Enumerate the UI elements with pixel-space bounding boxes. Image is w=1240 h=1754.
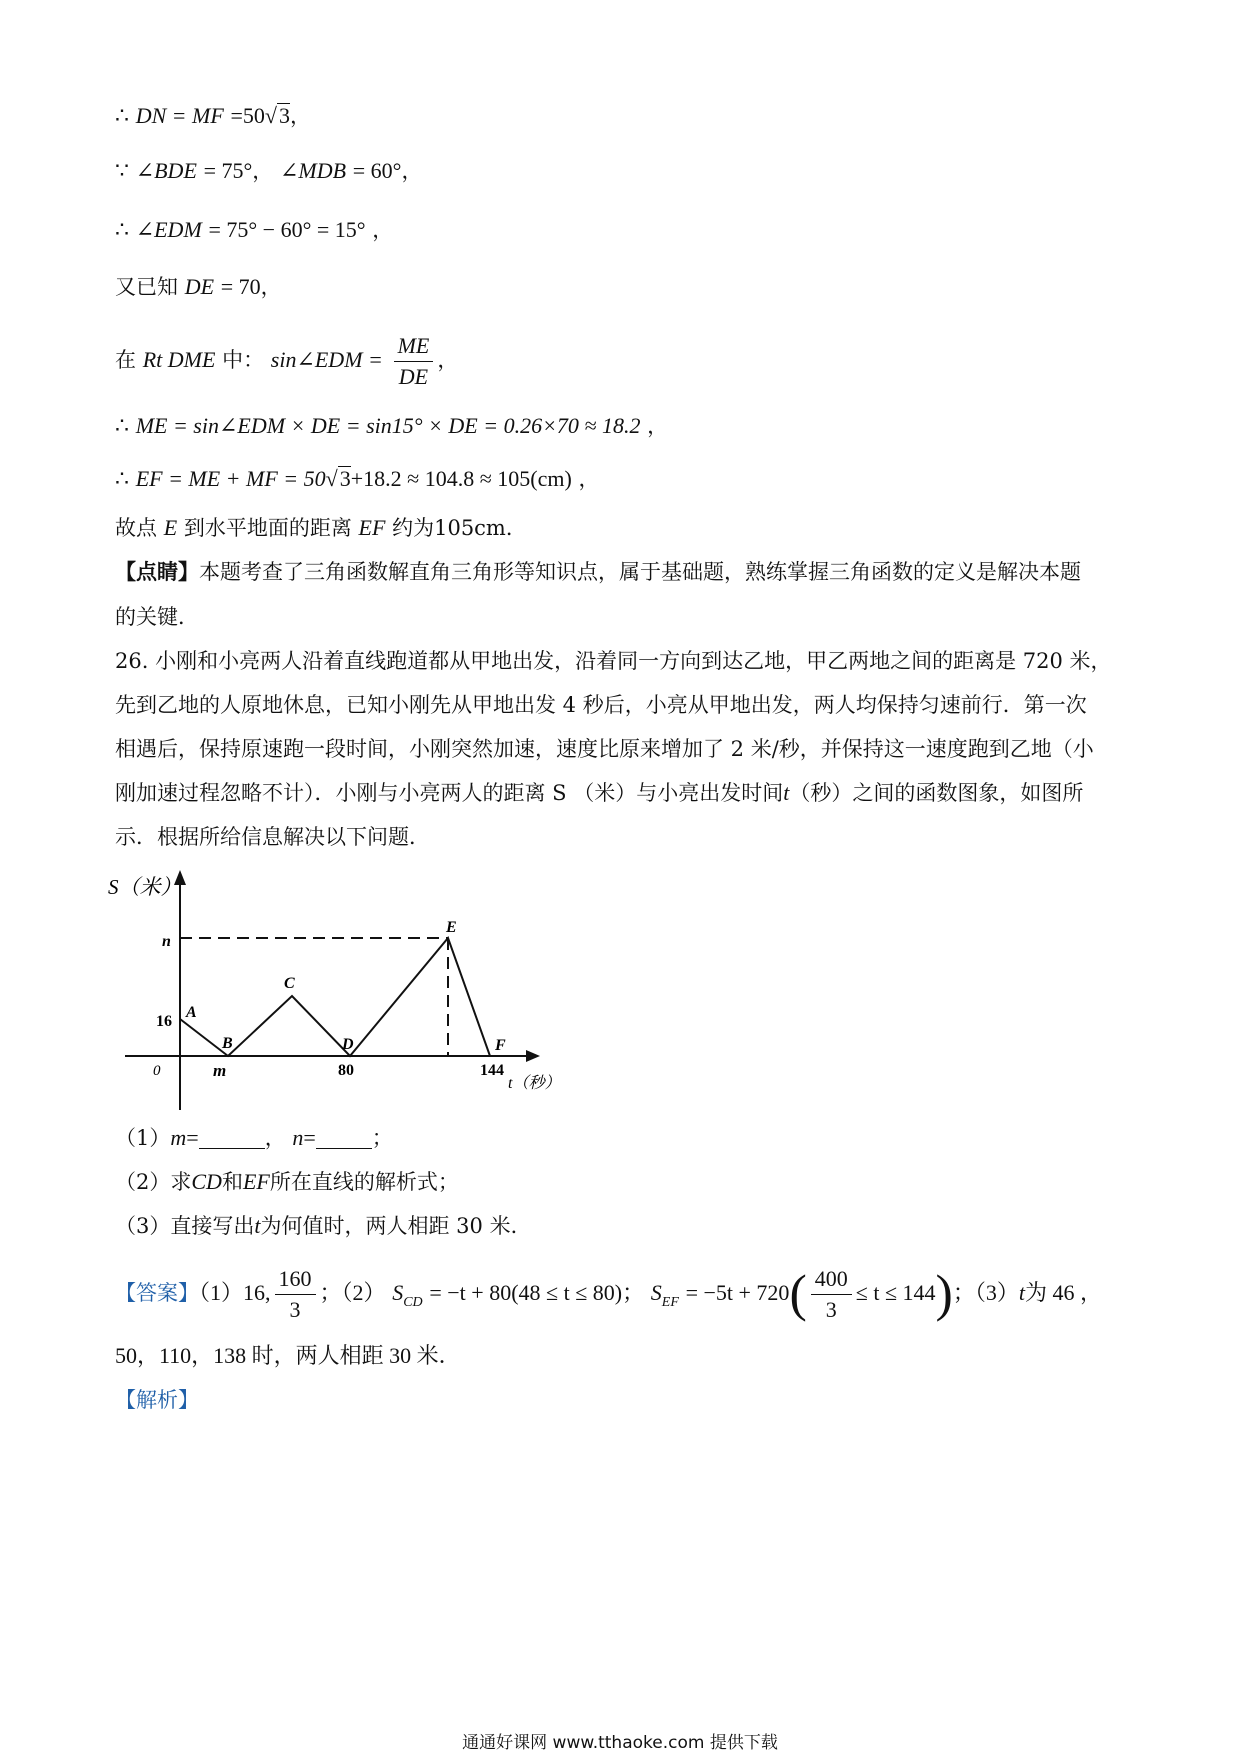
solution-line-2 xyxy=(115,157,422,185)
x-axis-arrow xyxy=(526,1050,540,1062)
equals: = xyxy=(172,103,186,128)
var-mf: MF xyxy=(192,103,224,128)
problem-text: 刚加速过程忽略不计）．小刚与小亮两人的距离 S （米）与小亮出发时间 xyxy=(115,781,784,805)
text: 约为105cm． xyxy=(392,516,527,540)
denominator: 3 xyxy=(825,1297,837,1322)
text: 在 xyxy=(115,348,136,372)
var-m: m xyxy=(170,1125,187,1150)
origin-label: 0 xyxy=(153,1063,161,1079)
end-mark: ； xyxy=(371,1126,393,1150)
comment-line-1 xyxy=(115,558,1081,586)
problem-line-3 xyxy=(115,735,1094,763)
solution-line-3 xyxy=(115,216,393,244)
value: = 70 xyxy=(220,274,261,299)
question-text: （3）直接写出 xyxy=(115,1214,255,1238)
comma: ， xyxy=(647,414,669,438)
point-d-label: D xyxy=(342,1036,354,1053)
value: = 75° − 60° = 15° xyxy=(208,217,366,242)
subscript-ef: EF xyxy=(661,1295,679,1310)
comment-line-2 xyxy=(115,603,199,631)
question-2 xyxy=(115,1168,459,1196)
solution-line-1 xyxy=(115,102,311,130)
comma: ， xyxy=(578,467,600,491)
point-f-label: F xyxy=(495,1037,506,1054)
subscript-cd: CD xyxy=(403,1295,423,1310)
answer-part-3: ；（3） xyxy=(952,1280,1019,1305)
answer-label: 【答案】 xyxy=(115,1281,199,1305)
numerator: 400 xyxy=(811,1264,852,1295)
x-tick-m: m xyxy=(213,1061,227,1080)
answer-text: 50，110，138 时，两人相距 30 米． xyxy=(115,1343,461,1368)
fraction-400-3 xyxy=(811,1264,852,1325)
value: = 75° xyxy=(203,158,253,183)
line-ef: EF xyxy=(242,1169,270,1194)
equals: = xyxy=(303,1125,316,1150)
question-text: （2）求 xyxy=(115,1170,192,1194)
x-tick-144: 144 xyxy=(480,1062,504,1079)
sqrt-content: 3 xyxy=(279,103,290,128)
denominator: DE xyxy=(398,364,429,389)
problem-text: （秒）之间的函数图象，如图所 xyxy=(789,781,1084,805)
therefore-symbol: ∴ xyxy=(115,217,129,242)
sqrt-radical: √ xyxy=(325,466,338,491)
comma: ， xyxy=(260,275,282,299)
therefore-symbol: ∴ xyxy=(115,103,129,128)
question-number: （1） xyxy=(115,1126,171,1150)
value: = 60° xyxy=(352,158,402,183)
solution-line-8 xyxy=(115,514,527,542)
solution-line-7 xyxy=(115,465,600,493)
equation: EF = ME + MF = 50 xyxy=(135,466,326,491)
comment-text: 本题考查了三角函数解直角三角形等知识点，属于基础题，熟练掌握三角函数的定义是解决本题 xyxy=(199,560,1081,584)
question-text: 和 xyxy=(221,1170,243,1194)
page-footer: 通通好课网 www.tthaoke.com 提供下载 xyxy=(462,1733,778,1753)
comma: ， xyxy=(252,159,274,183)
expr-ef: = −5t + 720 xyxy=(685,1280,790,1305)
numerator: ME xyxy=(394,331,434,362)
separator: ， xyxy=(264,1126,286,1150)
var-s: S xyxy=(392,1280,404,1305)
sqrt-content: 3 xyxy=(339,466,351,491)
var-ef: EF xyxy=(358,515,386,540)
problem-text: 26. 小刚和小亮两人沿着直线跑道都从甲地出发，沿着同一方向到达乙地，甲乙两地之间的距离是 720 米， xyxy=(115,649,1112,673)
problem-text: 示．根据所给信息解决以下问题． xyxy=(115,825,430,849)
equals: = xyxy=(230,103,243,128)
answer-part-1: （1）16, xyxy=(199,1280,271,1305)
equation: ME = sin∠EDM × DE = sin15° × DE = 0.26×70 ≈ 18.2 xyxy=(135,413,641,438)
comma: ， xyxy=(290,104,311,128)
therefore-symbol: ∴ xyxy=(115,466,129,491)
text: 故点 xyxy=(115,516,157,540)
solution-line-5 xyxy=(115,328,458,392)
fraction-me-de xyxy=(394,331,434,392)
equals: = xyxy=(186,1125,199,1150)
problem-text: 相遇后，保持原速跑一段时间，小刚突然加速，速度比原来增加了 2 米/秒，并保持这一速度跑到乙地（小 xyxy=(115,737,1094,761)
point-b-label: B xyxy=(222,1035,233,1052)
blank-m[interactable] xyxy=(199,1126,265,1149)
comment-text: 的关键． xyxy=(115,605,199,629)
because-symbol: ∵ xyxy=(115,158,129,183)
point-e: E xyxy=(163,515,178,540)
angle-bde: ∠BDE xyxy=(135,158,197,183)
problem-line-5 xyxy=(115,823,430,851)
therefore-symbol: ∴ xyxy=(115,413,129,438)
comma: ， xyxy=(372,218,394,242)
var-t: t xyxy=(783,780,790,805)
numerator: 160 xyxy=(275,1264,316,1295)
range-ef: ≤ t ≤ 144 xyxy=(855,1280,936,1305)
point-e-label: E xyxy=(446,919,457,936)
right-paren: ) xyxy=(935,1265,953,1323)
question-text: 所在直线的解析式； xyxy=(269,1170,459,1194)
coef: 50 xyxy=(242,103,265,128)
analysis-label: 【解析】 xyxy=(115,1388,199,1412)
y-tick-16: 16 xyxy=(156,1013,172,1030)
text: 到水平地面的距离 xyxy=(183,516,352,540)
answer-part-2: ；（2） xyxy=(319,1280,386,1305)
question-1 xyxy=(115,1124,393,1152)
comment-label: 【点睛】 xyxy=(115,559,199,584)
line-cd: CD xyxy=(191,1169,222,1194)
comma: ， xyxy=(401,159,423,183)
y-axis-label: S（米） xyxy=(108,875,182,899)
question-3 xyxy=(115,1212,532,1240)
problem-line-1 xyxy=(115,647,1112,675)
fraction-160-3 xyxy=(275,1264,316,1325)
problem-line-4 xyxy=(115,779,1083,807)
answer-line-2 xyxy=(115,1342,461,1370)
analysis-heading xyxy=(115,1386,199,1414)
solution-line-4 xyxy=(115,273,282,301)
var-t: t xyxy=(1018,1280,1025,1305)
expr-cd: = −t + 80(48 ≤ t ≤ 80)； xyxy=(429,1280,645,1305)
equation-tail: +18.2 ≈ 104.8 ≈ 105(cm) xyxy=(350,466,572,491)
answer-part-4: 为 46 ， xyxy=(1025,1280,1103,1305)
var-dn: DN xyxy=(135,103,167,128)
var-s: S xyxy=(650,1280,662,1305)
problem-text: 先到乙地的人原地休息，已知小刚先从甲地出发 4 秒后，小亮从甲地出发，两人均保持匀速前行．第一次 xyxy=(115,693,1087,717)
x-axis-label: t（秒） xyxy=(508,1075,561,1092)
angle-mdb: ∠MDB xyxy=(279,158,347,183)
blank-n[interactable] xyxy=(316,1126,372,1149)
comma: ， xyxy=(437,348,459,372)
angle-edm: ∠EDM xyxy=(135,217,202,242)
function-graph xyxy=(100,860,620,1120)
point-c-label: C xyxy=(284,975,295,992)
denominator: 3 xyxy=(289,1297,301,1322)
question-text: 为何值时，两人相距 30 米． xyxy=(260,1214,532,1238)
text: 又已知 xyxy=(115,275,178,299)
var-de: DE xyxy=(184,274,215,299)
answer-line-1 xyxy=(115,1260,1102,1336)
sqrt-radical: √ xyxy=(264,103,277,128)
x-tick-80: 80 xyxy=(338,1062,354,1079)
sin-expr: sin∠EDM = xyxy=(270,347,383,372)
left-paren: ( xyxy=(789,1265,807,1323)
point-a-label: A xyxy=(186,1004,197,1021)
text: 中： xyxy=(222,348,265,372)
var-t: t xyxy=(254,1213,261,1238)
solution-line-6 xyxy=(115,412,668,440)
var-n: n xyxy=(292,1125,304,1150)
triangle-dme: Rt DME xyxy=(142,347,216,372)
problem-line-2 xyxy=(115,691,1087,719)
y-tick-n: n xyxy=(162,933,171,950)
